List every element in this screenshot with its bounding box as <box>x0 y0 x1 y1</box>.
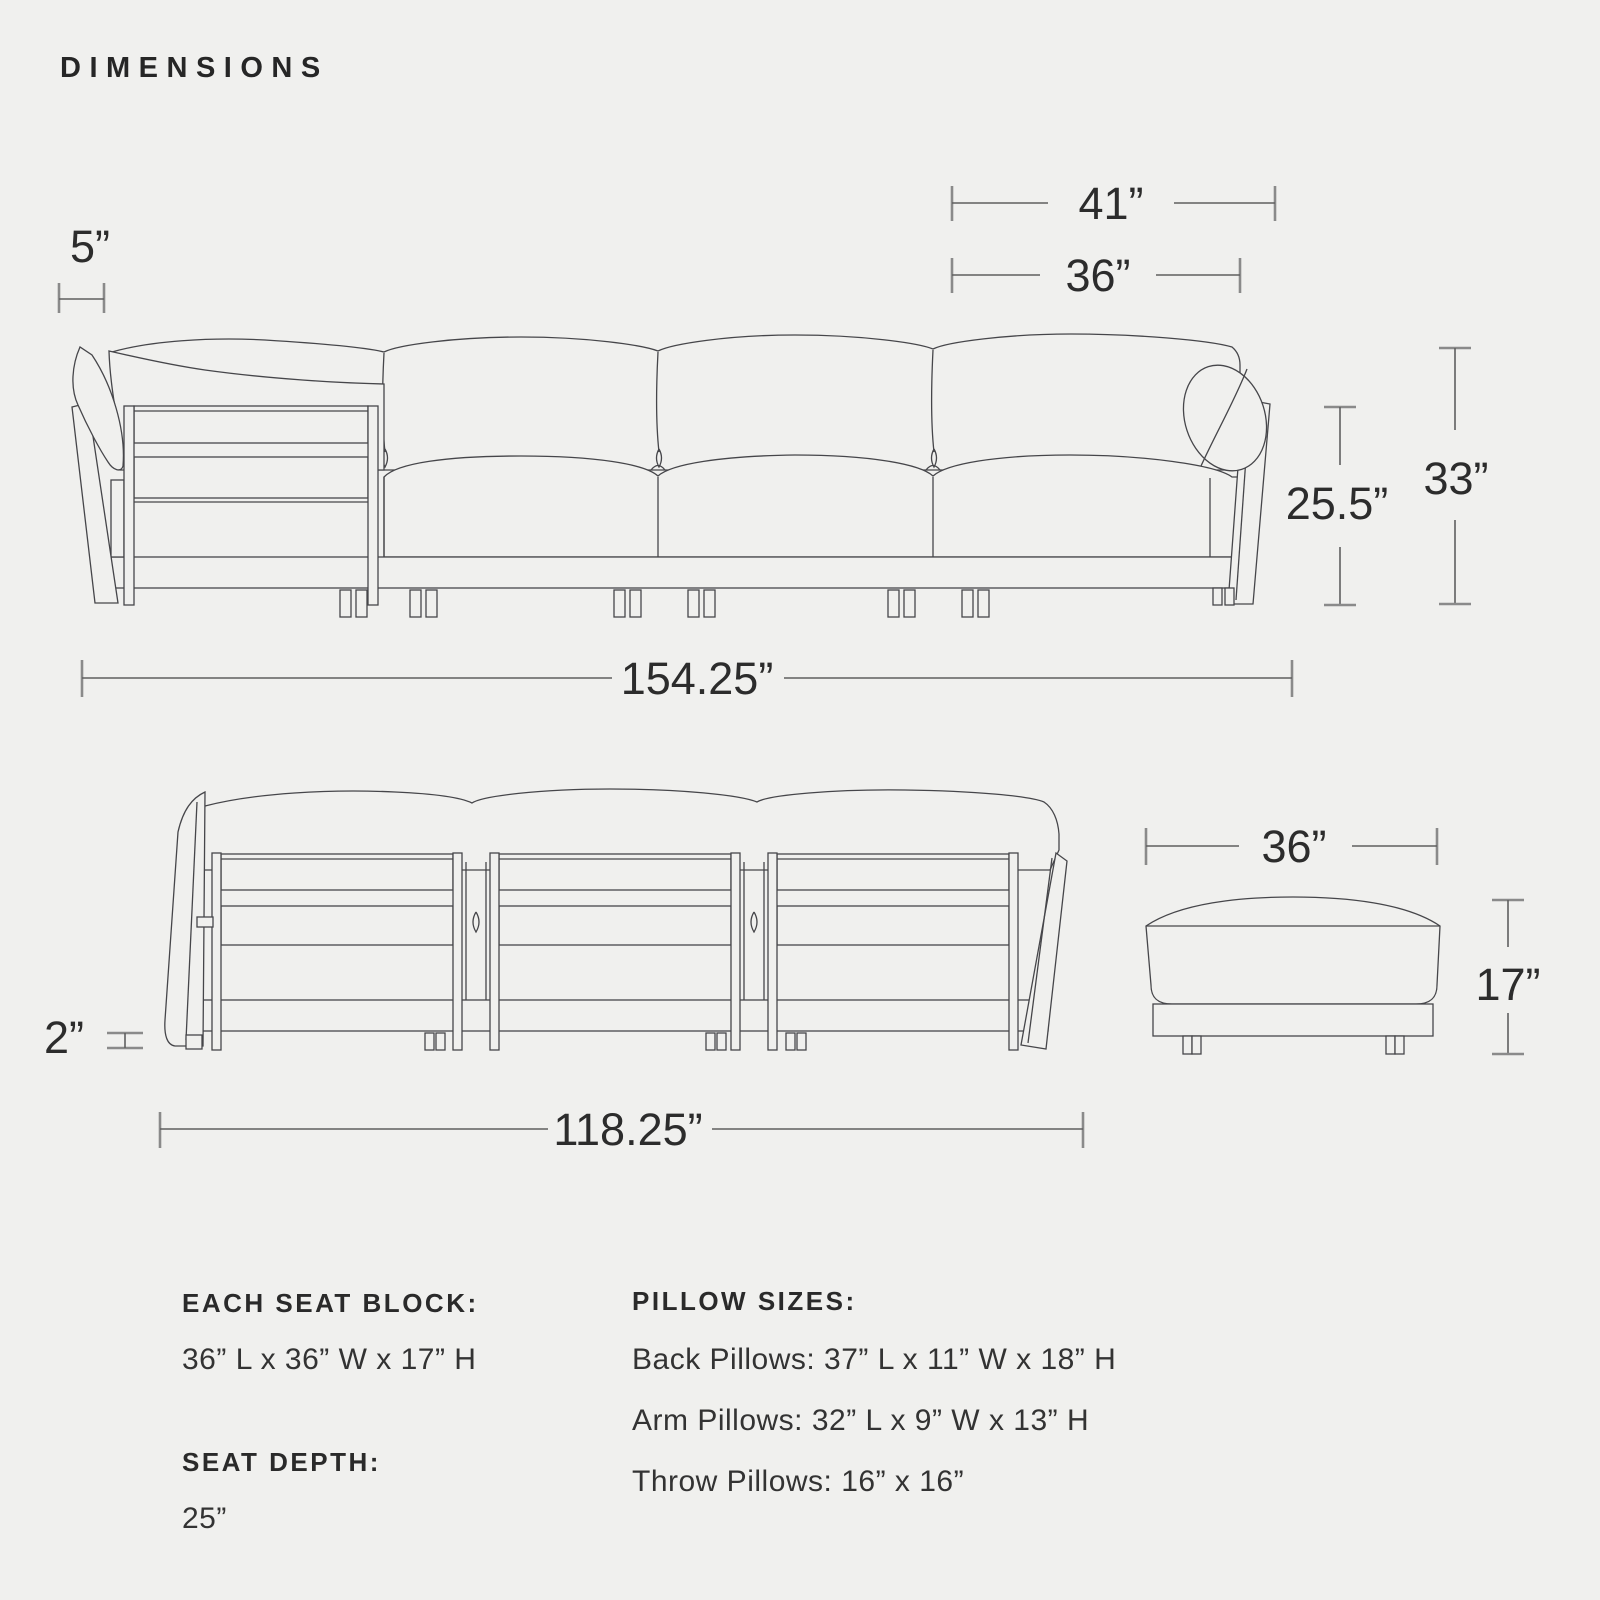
dim-overall-height-label: 33” <box>1423 453 1489 504</box>
dim-ottoman-width-label: 36” <box>1261 821 1327 872</box>
dim-overall-width-label: 154.25” <box>620 653 774 704</box>
dim-seat-with-arm-label: 41” <box>1078 178 1144 229</box>
dim-back-overall-width <box>160 1104 1083 1155</box>
front-elevation-diagram <box>0 130 1600 710</box>
pillow-sizes-heading: PILLOW SIZES: <box>632 1286 857 1316</box>
specs-left-column <box>182 1288 479 1600</box>
dim-seat-width <box>952 250 1240 301</box>
seat-block-value: 36” L x 36” W x 17” H <box>182 1343 477 1376</box>
dim-overall-width <box>82 653 1292 704</box>
dim-ottoman-width <box>1146 821 1437 872</box>
seat-block-heading: EACH SEAT BLOCK: <box>182 1288 479 1318</box>
back-base <box>192 1000 1048 1031</box>
dim-ottoman-height <box>1475 900 1540 1054</box>
page-title: DIMENSIONS <box>60 52 329 84</box>
dim-back-height <box>1286 407 1389 605</box>
seat-depth-value: 25” <box>182 1502 227 1535</box>
pillow-size-arm: Arm Pillows: 32” L x 9” W x 13” H <box>632 1404 1090 1437</box>
dim-back-overall-width-label: 118.25” <box>553 1104 703 1155</box>
dim-seat-width-label: 36” <box>1065 250 1131 301</box>
dim-overall-height <box>1423 348 1488 604</box>
dim-arm-width-label: 5” <box>69 221 111 272</box>
back-right-arm <box>1021 853 1067 1049</box>
pillow-size-throw: Throw Pillows: 16” x 16” <box>632 1465 965 1498</box>
dim-back-height-label: 25.5” <box>1285 478 1389 529</box>
dim-ottoman-height-label: 17” <box>1475 959 1541 1010</box>
front-legs <box>340 588 1234 617</box>
front-base <box>111 557 1240 588</box>
ottoman <box>1146 897 1440 1054</box>
pillow-size-back: Back Pillows: 37” L x 11” W x 18” H <box>632 1343 1117 1376</box>
back-elevation-diagram <box>0 720 1600 1190</box>
seat-depth-heading: SEAT DEPTH: <box>182 1447 381 1477</box>
dim-arm-width <box>59 221 110 313</box>
dim-leg-height-label: 2” <box>43 1012 85 1063</box>
specs-right-column <box>632 1286 1116 1526</box>
dim-seat-with-arm <box>952 178 1275 229</box>
dim-leg-height <box>44 1012 143 1063</box>
